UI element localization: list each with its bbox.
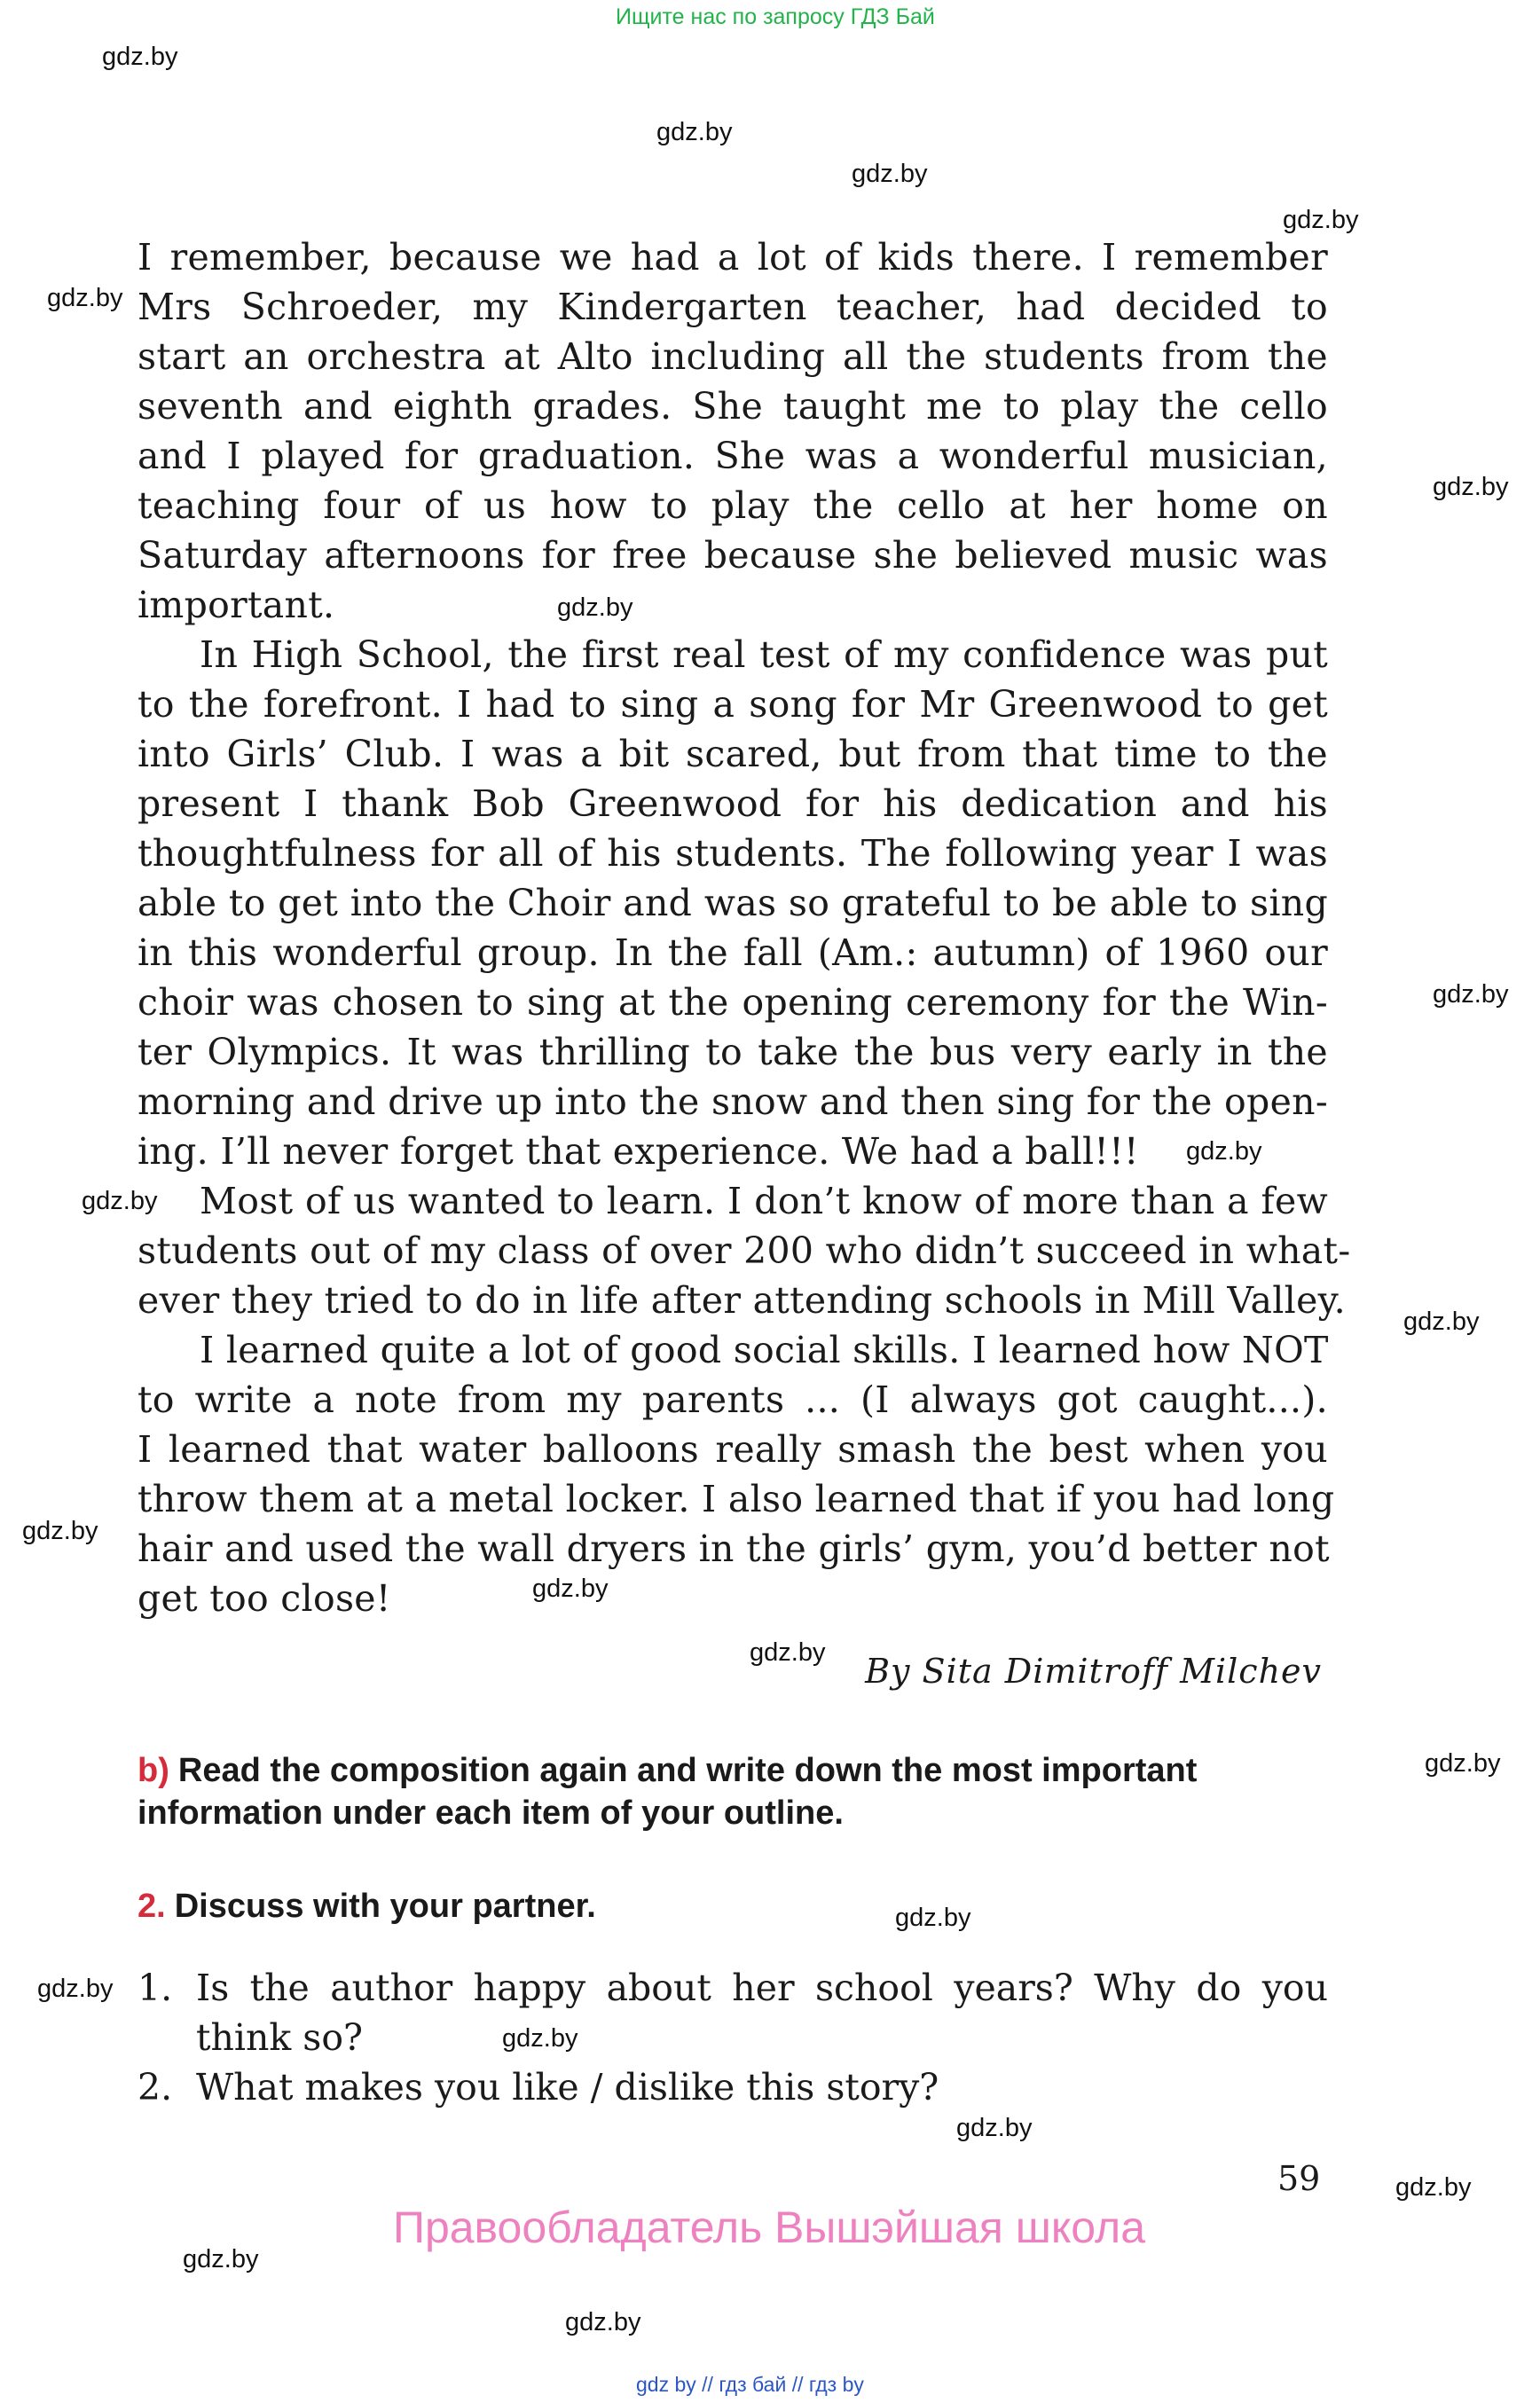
watermark: gdz.by (852, 160, 928, 188)
text-line: into Girls’ Club. I was a bit scared, but from that time to the (138, 733, 1328, 775)
task-b-line: information under each item of your outline. (138, 1794, 844, 1832)
top-banner: Ищите нас по запросу ГДЗ Бай (616, 4, 935, 29)
text-line: students out of my class of over 200 who didn’t succeed in what- (138, 1229, 1351, 1272)
text-line: thoughtfulness for all of his students. The following year I was (138, 832, 1328, 875)
question-list (138, 1963, 1328, 2112)
task-b-text: Read the composition again and write down the most important (177, 1752, 1198, 1789)
text-line: seventh and eighth grades. She taught me to play the cello (138, 385, 1328, 428)
watermark: gdz.by (1403, 1308, 1480, 1336)
watermark: gdz.by (565, 2308, 641, 2336)
text-line: start an orchestra at Alto including all the students from the (138, 335, 1328, 378)
watermark: gdz.by (82, 1187, 158, 1215)
task-2-marker: 2. (138, 1888, 166, 1925)
text-line: teaching four of us how to play the cello at her home on (138, 484, 1328, 527)
page-number: 59 (1277, 2159, 1321, 2198)
paragraph-4 (138, 1325, 1335, 1623)
text-line: ever they tried to do in life after attending schools in Mill Valley. (138, 1279, 1346, 1322)
question-text (196, 2062, 1328, 2112)
task-b-marker: b) (138, 1752, 169, 1789)
text-line: important. (138, 584, 335, 626)
text-line: ter Olympics. It was thrilling to take the bus very early in the (138, 1031, 1328, 1073)
text-line: think so? (196, 2016, 363, 2059)
watermark: gdz.by (1425, 1749, 1501, 1778)
question-item (138, 2062, 1328, 2112)
question-number: 1. (138, 1967, 173, 2009)
text-line: Saturday afternoons for free because she believed music was (138, 534, 1328, 577)
paragraph-2 (138, 630, 1328, 1176)
text-line: Is the author happy about her school years? Why do you (196, 1967, 1328, 2009)
text-line: get too close! (138, 1577, 391, 1620)
question-text (196, 1963, 1328, 2062)
watermark: gdz.by (47, 284, 123, 312)
task-2 (138, 1885, 1328, 1928)
text-line: present I thank Bob Greenwood for his dedication and his (138, 782, 1328, 825)
text-line: Mrs Schroeder, my Kindergarten teacher, had decided to (138, 286, 1328, 328)
watermark: gdz.by (532, 1575, 609, 1603)
text-line: In High School, the first real test of my confidence was put (200, 633, 1328, 676)
text-line: and I played for graduation. She was a wonderful musician, (138, 435, 1328, 477)
paragraph-3 (138, 1176, 1351, 1325)
text-line: throw them at a metal locker. I also learned that if you had long (138, 1478, 1335, 1520)
text-line: ing. I’ll never forget that experience. We had a ball!!! (138, 1130, 1139, 1173)
watermark: gdz.by (502, 2024, 578, 2053)
watermark: gdz.by (183, 2245, 259, 2273)
task-b-line (138, 1749, 1328, 1792)
task-2-text: Discuss with your partner. (174, 1888, 596, 1925)
author-signature: By Sita Dimitroff Milchev (865, 1652, 1322, 1691)
watermark: gdz.by (656, 118, 733, 146)
text-line: in this wonderful group. In the fall (Am.: autumn) of 1960 our (138, 931, 1328, 974)
watermark: gdz.by (1433, 980, 1509, 1009)
watermark: gdz.by (750, 1638, 826, 1667)
bottom-banner: gdz by // гдз бай // гдз by (636, 2373, 864, 2396)
watermark: gdz.by (22, 1517, 98, 1545)
text-line: I learned quite a lot of good social skills. I learned how NOT (200, 1329, 1329, 1371)
watermark: gdz.by (1395, 2173, 1472, 2202)
text-line: What makes you like / dislike this story? (196, 2066, 939, 2109)
watermark: gdz.by (1283, 206, 1359, 234)
watermark: gdz.by (1433, 473, 1509, 501)
watermark: gdz.by (1186, 1137, 1262, 1166)
copyright-notice: Правообладатель Вышэйшая школа (393, 2203, 1145, 2252)
task-b (138, 1749, 1328, 1834)
watermark: gdz.by (895, 1904, 971, 1932)
text-line: to write a note from my parents ... (I always got caught...). (138, 1378, 1328, 1421)
watermark: gdz.by (557, 593, 633, 622)
paragraph-1 (138, 232, 1328, 630)
watermark: gdz.by (956, 2114, 1033, 2142)
question-number: 2. (138, 2066, 173, 2109)
text-line: to the forefront. I had to sing a song for Mr Greenwood to get (138, 683, 1328, 726)
watermark: gdz.by (37, 1975, 114, 2003)
question-item (138, 1963, 1328, 2062)
text-line: Most of us wanted to learn. I don’t know of more than a few (200, 1180, 1328, 1222)
text-line: able to get into the Choir and was so grateful to be able to sing (138, 882, 1328, 924)
watermark: gdz.by (102, 43, 178, 71)
text-line: choir was chosen to sing at the opening ceremony for the Win- (138, 981, 1328, 1024)
text-line: hair and used the wall dryers in the girls’ gym, you’d better not (138, 1527, 1330, 1570)
text-line: I learned that water balloons really smash the best when you (138, 1428, 1328, 1471)
text-line: I remember, because we had a lot of kids there. I remember (138, 236, 1328, 279)
text-line: morning and drive up into the snow and then sing for the open- (138, 1080, 1328, 1123)
